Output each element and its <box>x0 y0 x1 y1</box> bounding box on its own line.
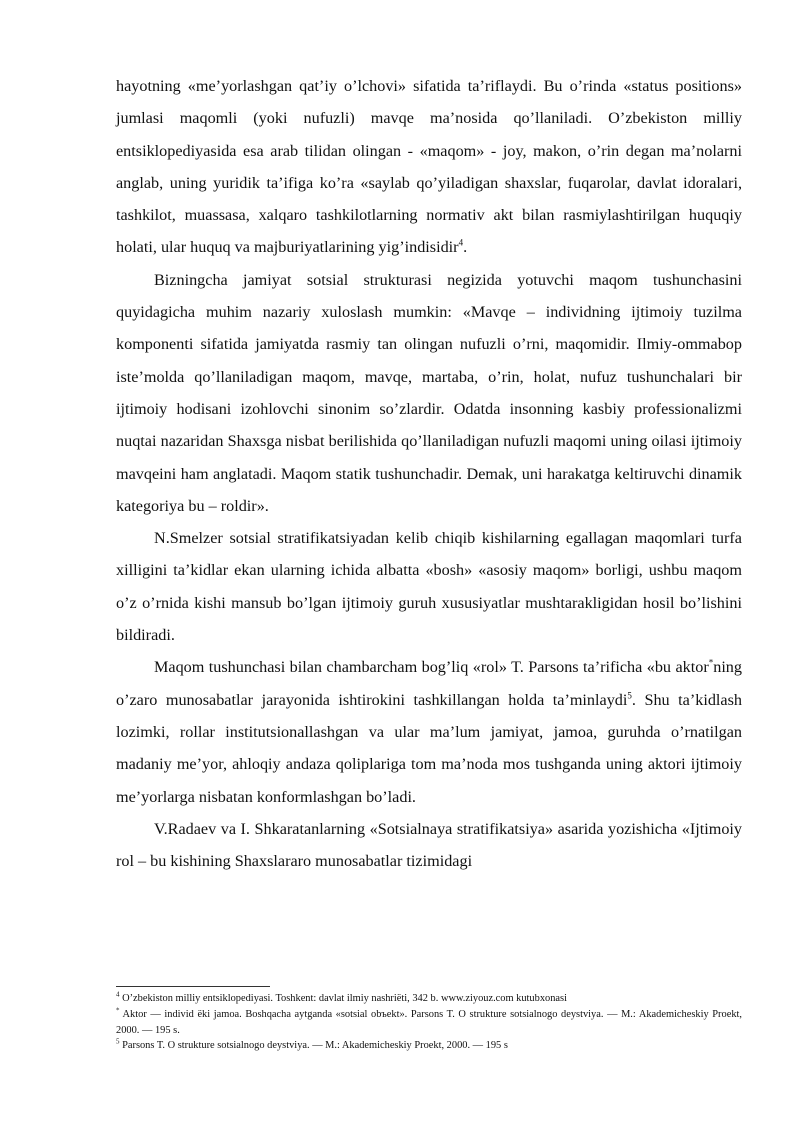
footnote-text: Parsons T. O strukture sotsialnogo deystviya. — M.: Akademicheskiy Proekt, 2000. — 195 s <box>119 1040 508 1052</box>
paragraph-3: N.Smelzer sotsial stratifikatsiyadan kelib chiqib kishilarning egallagan maqomlari turfa xilligini ta’kidlar ekan ularning ichida albatta «bosh» «asosiy maqom» borligi, ushbu maqom o’z o’rnida kishi mansub bo’lgan ijtimoiy guruh xususiyatlar mushtarakligidan hosil bo’lishini bildiradi. <box>116 529 742 645</box>
footnote-mark: * <box>116 1006 120 1015</box>
paragraph-4-text-b: ning o’zaro munosabatlar jarayonida ishtirokini tashkillangan holda ta’minlaydi <box>116 658 742 709</box>
footnote-text: O’zbekiston milliy entsiklopediyasi. Toshkent: davlat ilmiy nashriëti, 342 b. www.ziyouz.com kutubxonasi <box>119 993 567 1004</box>
footnote-mark: 5 <box>116 1037 120 1046</box>
footnotes <box>116 991 742 1054</box>
footnote-mark: 4 <box>116 990 120 999</box>
paragraph-5: V.Radaev va I. Shkaratanlarning «Sotsialnaya stratifikatsiya» asarida yozishicha «Ijtimoiy rol – bu kishining Shaxslararo munosabatlar tizimidagi <box>116 819 742 871</box>
footnote-4 <box>116 991 742 1007</box>
body-text <box>116 70 742 877</box>
footnote-5 <box>116 1038 742 1054</box>
paragraph-4 <box>116 651 742 812</box>
footnote-text: Aktor — individ ëki jamoa. Boshqacha aytganda «sotsial obъekt». Parsons T. O strukture sotsialnogo deystviya. — M.: Akademicheskiy Proekt, 2000. — 195 s. <box>116 1008 742 1036</box>
paragraph-1 <box>116 70 742 264</box>
paragraph-1-text: hayotning «me’yorlashgan qat’iy o’lchovi» sifatida ta’riflaydi. Bu o’rinda «status positions» jumlasi maqomli (yoki nufuzli) mavqe ma’nosida qo’llaniladi. O’zbekiston milliy entsiklopediyasida esa arab tilidan olingan - «maqom» - joy, makon, o’rin degan ma’nolarni anglab, uning yuridik ta’ifiga ko’ra «saylab qo’yiladigan shaxslar, fuqarolar, davlat idoralari, tashkilot, muassasa, xalqaro tashkilotlarning normativ akt bilan rasmiylashtirilgan huquqiy holati, ular huquq va majburiyatlarining yig’indisidir <box>116 77 742 257</box>
footnote-ref-4: 4 <box>458 238 464 249</box>
paragraph-4-text-a: Maqom tushunchasi bilan chambarcham bog’liq «rol» T. Parsons ta’rificha «bu aktor <box>154 658 709 677</box>
paragraph-2: Bizningcha jamiyat sotsial strukturasi negizida yotuvchi maqom tushunchasini quyidagicha muhim nazariy xuloslash mumkin: «Mavqe – individning ijtimoiy tuzilma komponenti sifatida jamiyatda rasmiy tan olingan nufuzli o’rni, maqomidir. Ilmiy-ommabop iste’molda qo’llaniladigan maqom, mavqe, martaba, o’rin, holat, nufuz tushunchalari bir ijtimoiy hodisani izohlovchi sinonim so’zlardir. Odatda insonning kasbiy professionalizmi nuqtai nazaridan Shaxsga nisbat berilishida qo’llaniladigan nufuzli maqomi uning oilasi ijtimoiy mavqeini ham anglatadi. Maqom statik tushunchadir. Demak, uni harakatga keltiruvchi dinamik kategoriya bu – roldir». <box>116 270 742 515</box>
footnote-separator <box>116 986 270 987</box>
paragraph-4-text-c: . Shu ta’kidlash lozimki, rollar institutsionallashgan va ular ma’lum jamiyat, jamoa, guruhda o’rnatilgan madaniy me’yor, ahloqiy andaza qoliplariga tom ma’noda mos tushganda uning aktori ijtimoiy me’yorlarga nisbatan konformlashgan bo’ladi. <box>116 690 742 806</box>
paragraph-1-end: . <box>463 238 468 257</box>
footnote-ref-star: * <box>708 657 714 668</box>
footnote-star <box>116 1007 742 1039</box>
footnote-ref-5: 5 <box>627 690 632 701</box>
